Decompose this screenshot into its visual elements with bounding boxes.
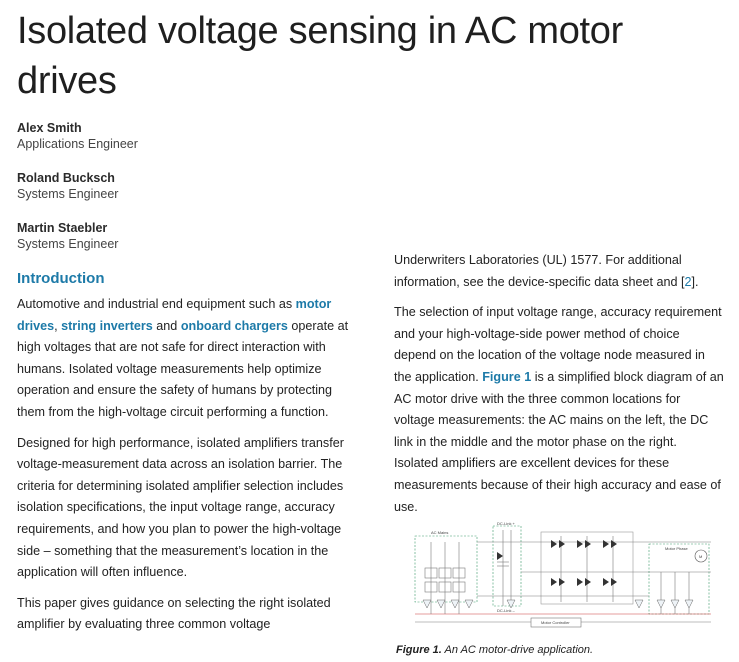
text-run: The selection of input voltage range, accuracy requirement and your high-voltage-side power method of choice depend on the location of the voltage node measured in the application. <box>394 305 722 384</box>
text-run: , <box>54 318 62 333</box>
author-block <box>17 170 118 202</box>
figure-caption <box>396 644 593 656</box>
paper-title: Isolated voltage sensing in AC motor drives <box>17 10 623 102</box>
intro-paragraph-3: This paper gives guidance on selecting the right isolated amplifier by evaluating three common voltage <box>17 595 331 632</box>
motor-phase-label: Motor Phase <box>665 546 688 551</box>
text-run: Underwriters Laboratories (UL) 1577. For additional information, see the device-specific data sheet and [ <box>394 253 685 289</box>
text-run: is a simplified block diagram of an AC motor drive with the three common locations for voltage measurements: the AC mains on the left, the DC link in the middle and the motor phase on the right. Isolated amplifiers are excellent devices for these measurements because of their high accuracy and ease of use. <box>394 369 724 514</box>
motor-controller-label: Motor Controller <box>541 620 570 625</box>
figure-caption-text: An AC motor-drive application. <box>441 644 594 656</box>
intro-paragraph-2: Designed for high performance, isolated amplifiers transfer voltage-measurement data across an isolation barrier. The criteria for determining isolated amplifier selection includes isolation specifications, the input voltage range, accuracy requirements, and how you plan to power the high-voltage side – something that the measurement’s location in the application will often influence. <box>17 435 344 580</box>
motor-label: M <box>699 554 703 559</box>
figure-label: Figure 1. <box>396 644 442 656</box>
author-name: Roland Bucksch <box>17 171 115 185</box>
right-paragraph-2 <box>394 302 724 518</box>
author-block <box>17 120 138 152</box>
left-column <box>17 266 359 645</box>
author-role: Systems Engineer <box>17 237 119 251</box>
ac-mains-label: AC Mains <box>431 530 449 535</box>
figure-1-diagram <box>411 522 723 634</box>
text-run: ]. <box>691 274 699 289</box>
reference-link[interactable]: 2 <box>684 274 692 289</box>
text-run: and <box>152 318 181 333</box>
text-run: operate at high voltages that are not safe for direct interaction with humans. Isolated voltage measurements help optimize operation and ensure the safety of humans by protecting them from the high-voltage circuit performing a function. <box>17 318 349 419</box>
figure-1-link[interactable]: Figure 1 <box>482 369 532 384</box>
motor-drives-link[interactable]: motor drives <box>17 297 332 333</box>
right-paragraph-1 <box>394 250 724 293</box>
author-block <box>17 220 118 252</box>
dc-link-minus-label: DC-Link – <box>497 608 515 613</box>
author-name: Alex Smith <box>17 121 82 135</box>
right-column <box>394 250 724 527</box>
string-inverters-link[interactable]: string inverters <box>61 318 153 333</box>
block-diagram <box>411 522 723 634</box>
introduction-heading: Introduction <box>17 270 105 287</box>
onboard-chargers-link[interactable]: onboard chargers <box>180 318 288 333</box>
author-role: Applications Engineer <box>17 137 138 151</box>
author-role: Systems Engineer <box>17 187 119 201</box>
intro-paragraph-1 <box>17 294 359 424</box>
text-run: Automotive and industrial end equipment such as <box>17 297 296 311</box>
author-name: Martin Staebler <box>17 221 108 235</box>
dc-link-plus-label: DC-Link + <box>497 522 515 526</box>
